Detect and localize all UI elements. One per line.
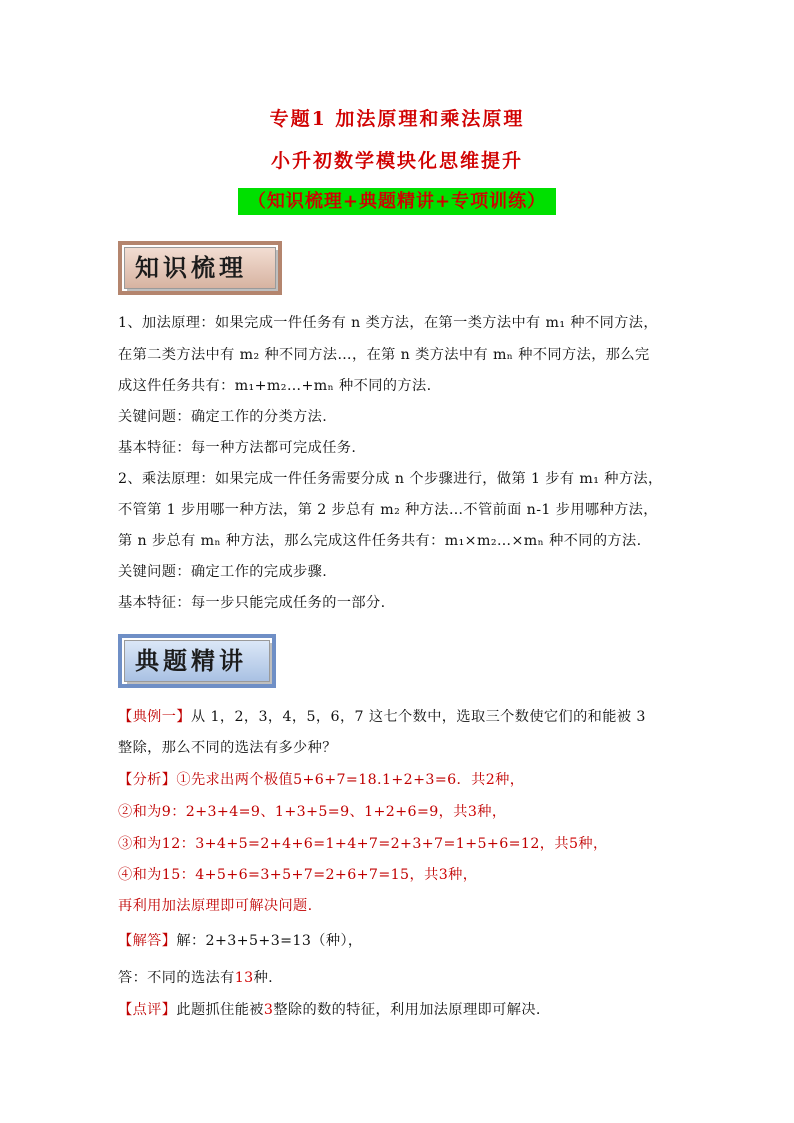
- answer-text: 解：: [176, 933, 206, 949]
- count-value: 13: [234, 970, 254, 986]
- analysis-text: ③和为: [118, 836, 162, 852]
- analysis-text: 种，: [477, 804, 507, 820]
- math-expression: 2+3+5+3=13: [205, 933, 312, 949]
- section-banner-knowledge: 知识梳理: [124, 247, 276, 289]
- analysis-text: ④和为: [118, 867, 162, 883]
- knowledge-line: 不管第 1 步用哪一种方法，第 2 步总有 m₂ 种方法…不管前面 n-1 步用哪种方法，: [118, 502, 658, 518]
- doc-subtitle: 小升初数学模块化思维提升: [270, 150, 523, 172]
- comment-text: 此题抓住能被: [176, 1002, 264, 1018]
- analysis-line: [118, 864, 688, 884]
- analysis-label: 【分析】: [118, 772, 177, 788]
- knowledge-line: 第 n 步总有 mₙ 种方法，那么完成这件任务共有：m₁×m₂…×mₙ 种不同的方法.: [118, 533, 642, 549]
- comment-line: [118, 999, 688, 1019]
- math-expression: 9：2+3+4=9、1+3+5=9、1+2+6=9: [161, 804, 439, 820]
- math-expression: 15：4+5+6=3+5+7=2+6+7=15: [161, 867, 410, 883]
- analysis-line: [118, 801, 688, 821]
- analysis-line: [118, 833, 688, 853]
- doc-title: 专题1 加法原理和乘法原理: [269, 108, 525, 130]
- analysis-text: ，共: [409, 867, 439, 883]
- reply-line: [118, 967, 688, 987]
- answer-line: [118, 930, 688, 950]
- example-line: 整除，那么不同的选法有多少种？: [118, 740, 337, 756]
- knowledge-line: 1、加法原理：如果完成一件任务有 n 类方法，在第一类方法中有 m₁ 种不同方法，: [118, 315, 658, 331]
- knowledge-line: 基本特征：每一种方法都可完成任务.: [118, 440, 357, 456]
- section-banner-examples: 典题精讲: [124, 640, 270, 682]
- knowledge-line: 成这件任务共有：m₁+m₂…+mₙ 种不同的方法.: [118, 378, 432, 394]
- example-text: 从 1，2，3，4，5，6，7 这七个数中，选取三个数使它们的和能被 3: [190, 709, 646, 725]
- count-value: 3: [438, 867, 449, 883]
- analysis-text: ，共: [539, 836, 569, 852]
- comment-label: 【点评】: [118, 1002, 177, 1018]
- math-expression: 5+6+7=18.1+2+3=6: [293, 772, 457, 788]
- count-value: 5: [568, 836, 579, 852]
- answer-label: 【解答】: [118, 933, 177, 949]
- math-expression: 12：3+4+5=2+4+6=1+4+7=2+3+7=1+5+6=12: [161, 836, 540, 852]
- analysis-text: 种，: [495, 772, 525, 788]
- reply-text: 种.: [253, 970, 274, 986]
- doc-tagline: （知识梳理+典题精讲+专项训练）: [238, 188, 556, 215]
- knowledge-line: 关键问题：确定工作的完成步骤.: [118, 564, 328, 580]
- count-value: 2: [485, 772, 496, 788]
- count-value: 3: [467, 804, 478, 820]
- reply-text: 答：不同的选法有: [118, 970, 235, 986]
- example-line: [118, 706, 688, 726]
- analysis-text: 种，: [578, 836, 608, 852]
- analysis-text: 种，: [448, 867, 478, 883]
- knowledge-line: 基本特征：每一步只能完成任务的一部分.: [118, 595, 386, 611]
- knowledge-line: 关键问题：确定工作的分类方法.: [118, 409, 328, 425]
- analysis-line: 再利用加法原理即可解决问题.: [118, 898, 313, 914]
- analysis-text: ②和为: [118, 804, 162, 820]
- knowledge-line: 在第二类方法中有 m₂ 种不同方法…，在第 n 类方法中有 mₙ 种不同方法，那么完: [118, 347, 650, 363]
- answer-text: （种），: [311, 933, 363, 949]
- analysis-text: ．共: [456, 772, 486, 788]
- analysis-line: [118, 769, 688, 789]
- analysis-text: ①先求出两个极值: [176, 772, 294, 788]
- comment-text: 整除的数的特征，利用加法原理即可解决.: [273, 1002, 541, 1018]
- knowledge-line: 2、乘法原理：如果完成一件任务需要分成 n 个步骤进行，做第 1 步有 m₁ 种方法，: [118, 471, 663, 487]
- example-label: 【典例一】: [118, 709, 191, 725]
- count-value: 3: [263, 1002, 274, 1018]
- analysis-text: ，共: [438, 804, 468, 820]
